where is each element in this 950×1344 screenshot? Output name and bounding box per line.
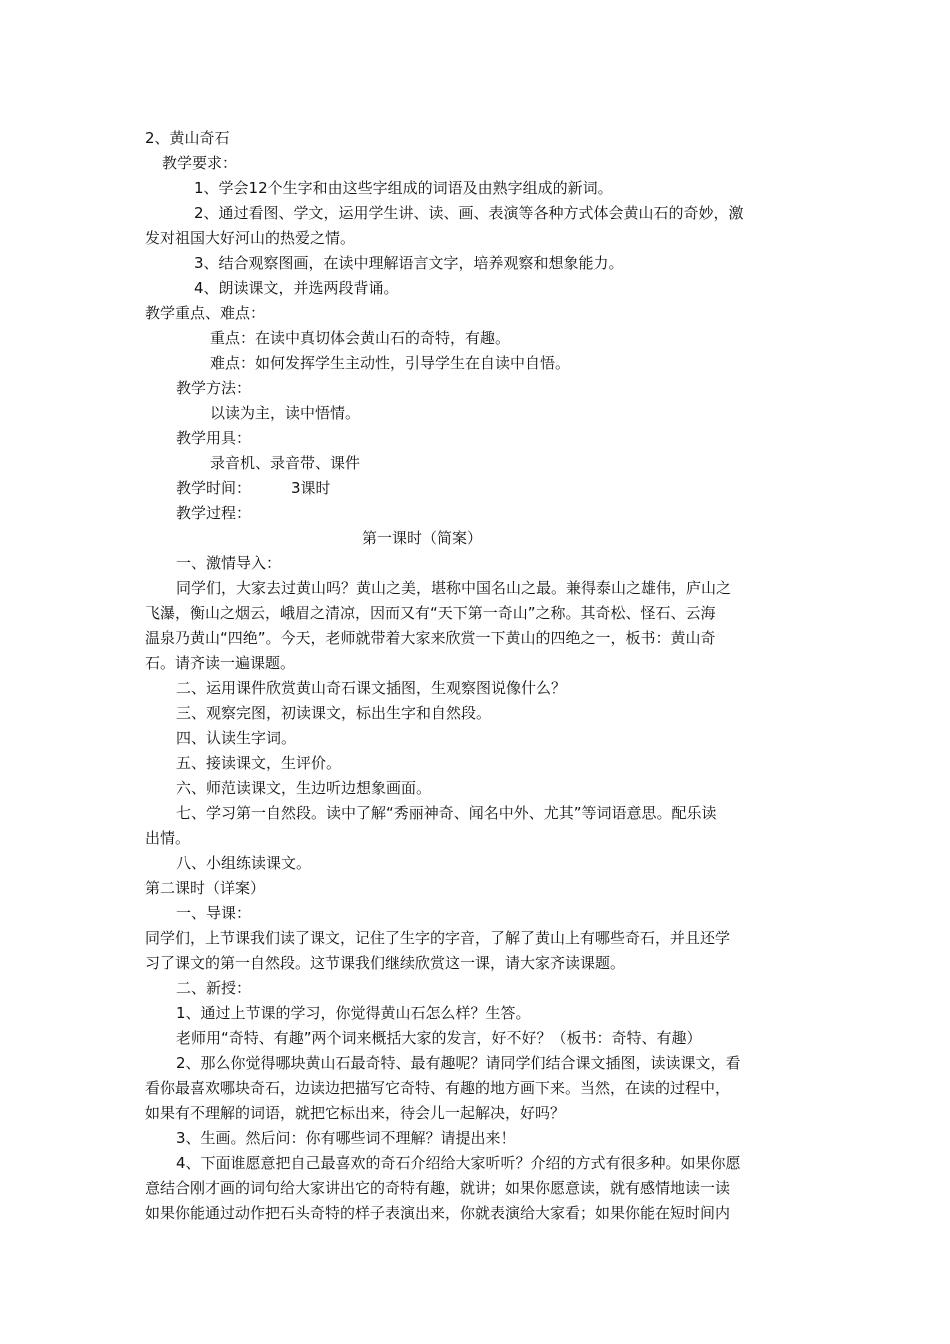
lesson1-line: 飞瀑，衡山之烟云，峨眉之清凉，因而又有“天下第一奇山”之称。其奇松、怪石、云海: [145, 604, 716, 622]
lesson1-line: 温泉乃黄山“四绝”。今天，老师就带着大家来欣赏一下黄山的四绝之一，板书：黄山奇: [145, 629, 716, 647]
lesson1-line: 七、学习第一自然段。读中了解“秀丽神奇、闻名中外、尤其”等词语意思。配乐读: [176, 804, 717, 822]
method-heading: 教学方法：: [176, 379, 252, 397]
lesson1-line: 同学们，大家去过黄山吗？黄山之美，堪称中国名山之最。兼得泰山之雄伟，庐山之: [176, 579, 732, 597]
time-label: 教学时间：: [176, 479, 252, 497]
requirement-1: 1、学会12个生字和由这些字组成的词语及由熟字组成的新词。: [194, 179, 613, 197]
requirement-4: 4、朗读课文，并选两段背诵。: [194, 279, 399, 297]
lesson2-line: 1、通过上节课的学习，你觉得黄山石怎么样？生答。: [176, 1004, 531, 1022]
lesson2-line: 3、生画。然后问：你有哪些词不理解？请提出来！: [176, 1129, 516, 1147]
focus-text: 重点：在读中真切体会黄山石的奇特，有趣。: [210, 329, 511, 347]
lesson2-line: 老师用“奇特、有趣”两个词来概括大家的发言，好不好？（板书：奇特、有趣）: [176, 1029, 702, 1047]
lesson2-line: 二、新授：: [176, 979, 252, 997]
lesson1-line: 一、激情导入：: [176, 554, 282, 572]
lesson2-line: 2、那么你觉得哪块黄山石最奇特、最有趣呢？请同学们结合课文插图，读读课文，看: [176, 1054, 741, 1072]
time-value: 3课时: [291, 479, 331, 497]
requirements-heading: 教学要求：: [162, 154, 238, 172]
lesson1-line: 三、观察完图，初读课文，标出生字和自然段。: [176, 704, 492, 722]
lesson1-line: 四、认读生字词。: [176, 729, 297, 747]
requirement-2-cont: 发对祖国大好河山的热爱之情。: [145, 229, 356, 247]
tools-heading: 教学用具：: [176, 429, 252, 447]
requirement-2: 2、通过看图、学文，运用学生讲、读、画、表演等各种方式体会黄山石的奇妙，激: [194, 204, 744, 222]
lesson2-line: 如果你能通过动作把石头奇特的样子表演出来，你就表演给大家看；如果你能在短时间内: [145, 1204, 731, 1222]
lesson2-line: 4、下面谁愿意把自己最喜欢的奇石介绍给大家听听？介绍的方式有很多种。如果你愿: [176, 1154, 741, 1172]
requirement-3: 3、结合观察图画，在读中理解语言文字，培养观察和想象能力。: [194, 254, 624, 272]
difficulty-text: 难点：如何发挥学生主动性，引导学生在自读中自悟。: [210, 354, 571, 372]
focus-heading: 教学重点、难点：: [145, 304, 266, 322]
lesson2-line: 同学们，上节课我们读了课文，记住了生字的字音，了解了黄山上有哪些奇石，并且还学: [145, 929, 731, 947]
lesson1-line: 石。请齐读一遍课题。: [145, 654, 296, 672]
tools-text: 录音机、录音带、课件: [210, 454, 361, 472]
lesson2-heading: 第二课时（详案）: [145, 879, 266, 897]
lesson2-line: 如果有不理解的词语，就把它标出来，待会儿一起解决，好吗？: [145, 1104, 566, 1122]
lesson2-line: 看你最喜欢哪块奇石，边读边把描写它奇特、有趣的地方画下来。当然，在读的过程中，: [145, 1079, 731, 1097]
lesson1-line: 五、接读课文，生评价。: [176, 754, 342, 772]
lesson1-heading: 第一课时（简案）: [362, 529, 483, 547]
lesson2-line: 一、导课：: [176, 904, 252, 922]
lesson1-line: 出情。: [145, 829, 191, 847]
lesson2-line: 意结合刚才画的词句给大家讲出它的奇特有趣，就讲；如果你愿意读，就有感情地读一读: [145, 1179, 731, 1197]
lesson2-line: 习了课文的第一自然段。这节课我们继续欣赏这一课，请大家齐读课题。: [145, 954, 626, 972]
method-text: 以读为主，读中悟情。: [210, 404, 361, 422]
lesson1-line: 二、运用课件欣赏黄山奇石课文插图，生观察图说像什么？: [176, 679, 567, 697]
process-heading: 教学过程：: [176, 504, 252, 522]
lesson1-line: 八、小组练读课文。: [176, 854, 312, 872]
document-title: 2、黄山奇石: [145, 129, 230, 147]
time-row: [176, 478, 331, 498]
lesson1-line: 六、师范读课文，生边听边想象画面。: [176, 779, 432, 797]
